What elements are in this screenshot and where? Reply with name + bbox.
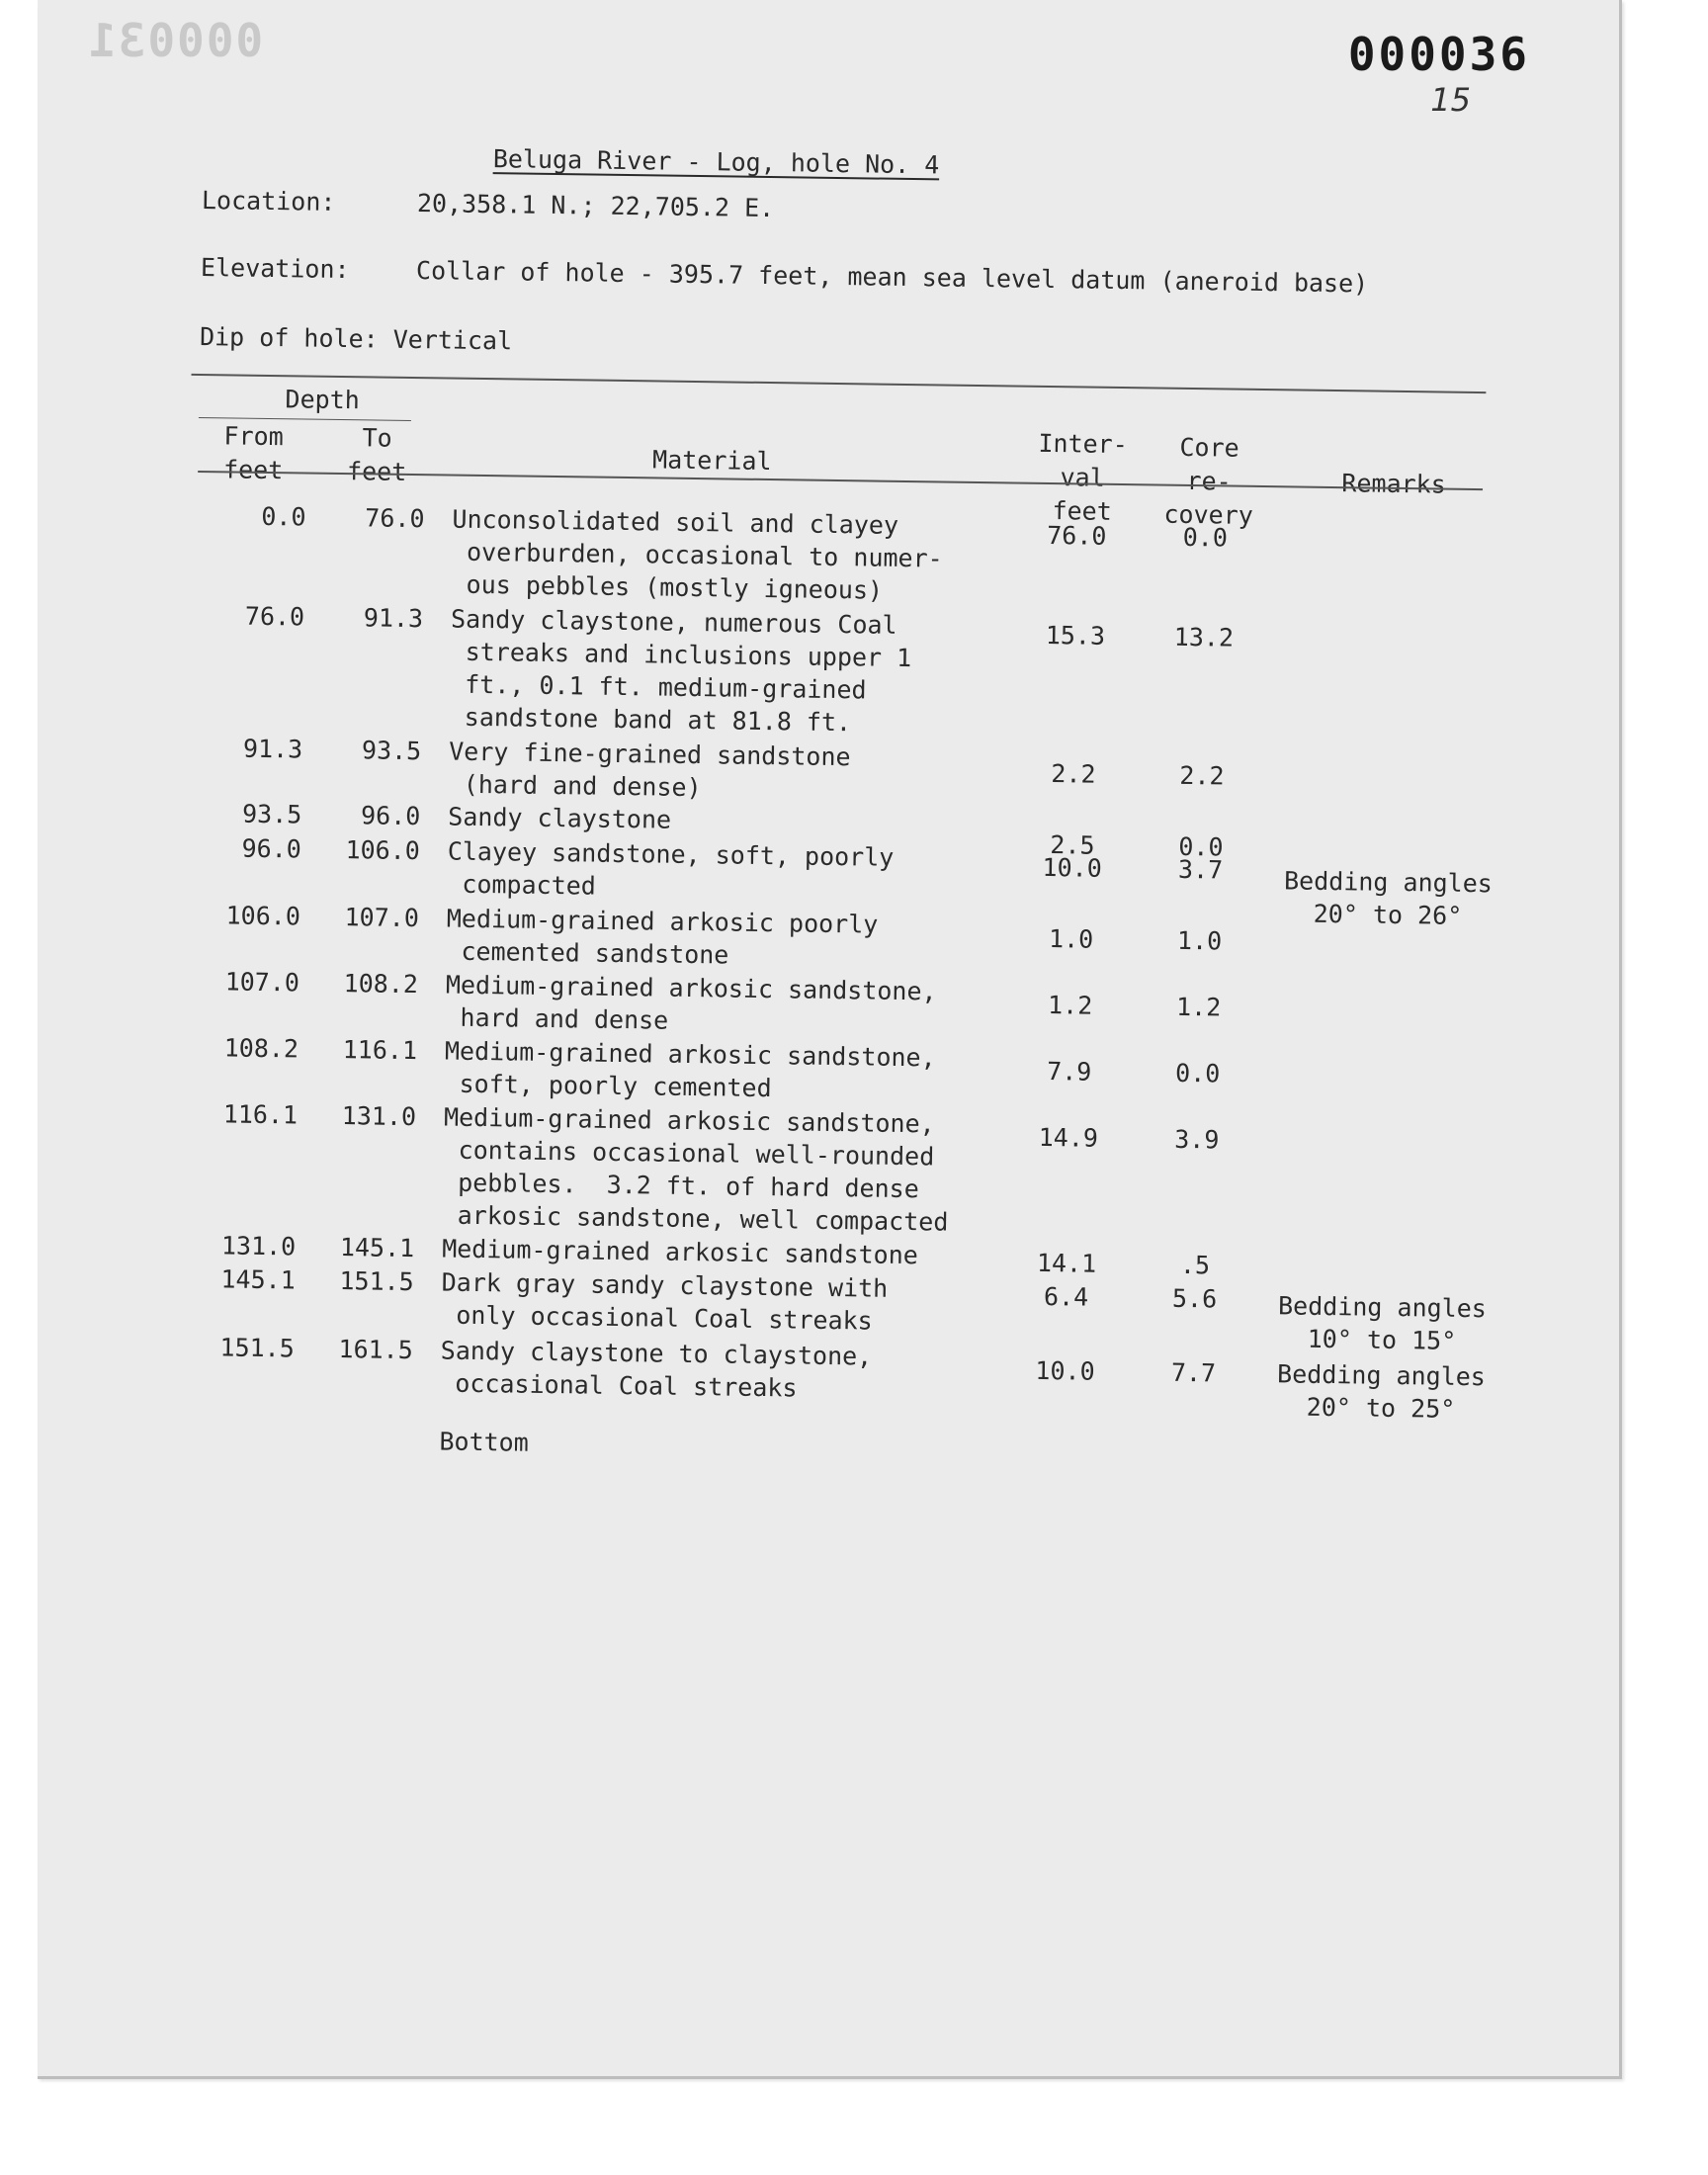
document-number-stamp: 000036 xyxy=(1347,28,1530,81)
header-remarks: Remarks xyxy=(1341,469,1446,499)
to-cell: 161.5 xyxy=(338,1335,413,1365)
core-recovery-cell: 3.9 xyxy=(1174,1124,1220,1155)
material-cell: Sandy claystone, numerous Coal streaks and inclusions upper 1 ft., 0.1 ft. medium-grained sandstone band at 81.8 ft. xyxy=(449,604,912,738)
page-title: Beluga River - Log, hole No. 4 xyxy=(492,144,940,180)
elevation-label: Elevation: xyxy=(200,252,350,285)
core-recovery-cell: 0.0 xyxy=(1182,522,1229,553)
core-recovery-cell: 7.7 xyxy=(1170,1357,1217,1388)
from-cell: 0.0 xyxy=(261,501,306,532)
location-line xyxy=(202,186,775,222)
to-cell: 91.3 xyxy=(363,603,424,634)
material-cell: Medium-grained arkosic sandstone xyxy=(442,1234,919,1270)
location-value: 20,358.1 N.; 22,705.2 E. xyxy=(416,189,775,223)
to-cell: 106.0 xyxy=(345,835,421,866)
material-cell: Unconsolidated soil and clayey overburden, occasional to numer- ous pebbles (mostly igneous) xyxy=(451,504,943,605)
from-cell: 93.5 xyxy=(241,799,302,829)
material-cell: Sandy claystone to claystone, occasional Coal streaks xyxy=(440,1336,873,1403)
from-cell: 76.0 xyxy=(244,601,305,632)
header-interval: Inter- val feet xyxy=(1038,428,1128,526)
core-recovery-cell: 1.2 xyxy=(1175,992,1222,1022)
to-cell: 145.1 xyxy=(339,1233,415,1263)
from-cell: 91.3 xyxy=(242,734,303,764)
to-cell: 96.0 xyxy=(360,801,421,831)
from-cell: 108.2 xyxy=(223,1033,299,1064)
to-cell: 131.0 xyxy=(341,1101,417,1132)
remarks-cell xyxy=(1275,514,1512,517)
document-page xyxy=(38,0,1622,2079)
core-recovery-cell: 0.0 xyxy=(1174,1058,1221,1088)
location-label: Location: xyxy=(201,185,336,217)
remarks-cell xyxy=(1267,1046,1504,1049)
material-cell: Medium-grained arkosic sandstone, hard and dense xyxy=(445,970,937,1035)
remarks-cell: Bedding angles 10° to 15° xyxy=(1277,1291,1488,1355)
header-depth: Depth xyxy=(285,385,361,415)
material-cell: Clayey sandstone, soft, poorly compacted xyxy=(447,836,895,901)
header-core-recovery: Core re- covery xyxy=(1163,432,1253,530)
core-recovery-cell: .5 xyxy=(1179,1250,1211,1280)
interval-cell: 1.0 xyxy=(1048,924,1094,954)
dip-line xyxy=(200,322,512,355)
remarks-cell xyxy=(1266,1112,1503,1115)
header-material: Material xyxy=(651,445,772,477)
remarks-cell xyxy=(1271,746,1508,749)
bottom-marker: Bottom xyxy=(439,1427,529,1457)
to-cell: 108.2 xyxy=(343,969,419,1000)
dip-value: Vertical xyxy=(392,324,513,356)
core-recovery-cell: 0.0 xyxy=(1178,831,1224,862)
from-cell: 96.0 xyxy=(241,833,302,864)
to-cell: 151.5 xyxy=(339,1266,414,1297)
to-cell: 93.5 xyxy=(361,736,422,766)
remarks-cell: Bedding angles 20° to 25° xyxy=(1276,1359,1487,1424)
mirrored-stamp: 000031 xyxy=(87,14,264,67)
interval-cell: 7.9 xyxy=(1046,1057,1092,1087)
from-cell: 106.0 xyxy=(225,901,301,931)
page-number: 15 xyxy=(1430,81,1471,119)
interval-cell: 14.9 xyxy=(1038,1122,1099,1153)
remarks-cell xyxy=(1268,980,1505,983)
from-cell: 145.1 xyxy=(220,1264,296,1295)
to-cell: 107.0 xyxy=(344,903,420,933)
remarks-cell xyxy=(1273,614,1510,617)
to-cell: 116.1 xyxy=(342,1035,418,1066)
from-cell: 131.0 xyxy=(220,1231,297,1262)
interval-cell: 10.0 xyxy=(1042,852,1102,883)
material-cell: Medium-grained arkosic sandstone, contains occasional well-rounded pebbles. 3.2 ft. of hard dense arkosic sandstone, well compacted xyxy=(442,1102,949,1237)
remarks-cell xyxy=(1264,1244,1501,1247)
interval-cell: 6.4 xyxy=(1043,1281,1089,1312)
core-recovery-cell: 13.2 xyxy=(1173,622,1235,652)
material-cell: Very fine-grained sandstone (hard and dense) xyxy=(448,737,851,803)
from-cell: 116.1 xyxy=(222,1099,299,1130)
core-recovery-cell: 5.6 xyxy=(1171,1283,1218,1314)
header-to: To feet xyxy=(346,423,407,486)
from-cell: 107.0 xyxy=(224,967,300,998)
remarks-cell xyxy=(1270,812,1507,815)
material-cell: Medium-grained arkosic sandstone, soft, poorly cemented xyxy=(444,1036,936,1103)
interval-cell: 14.1 xyxy=(1036,1248,1097,1278)
interval-cell: 76.0 xyxy=(1047,520,1107,551)
core-recovery-cell: 3.7 xyxy=(1177,854,1224,885)
material-cell: Sandy claystone xyxy=(448,802,672,834)
to-cell: 76.0 xyxy=(365,503,425,534)
interval-cell: 10.0 xyxy=(1035,1355,1095,1386)
interval-cell: 2.5 xyxy=(1050,830,1095,860)
elevation-line xyxy=(201,253,1369,298)
remarks-cell: Bedding angles 20° to 26° xyxy=(1283,866,1494,930)
core-recovery-cell: 2.2 xyxy=(1179,760,1225,791)
header-from: From feet xyxy=(222,421,284,485)
core-recovery-cell: 1.0 xyxy=(1176,925,1223,956)
log-content xyxy=(199,129,1527,1457)
elevation-value: Collar of hole - 395.7 feet, mean sea level datum (aneroid base) xyxy=(415,256,1369,299)
material-cell: Medium-grained arkosic poorly cemented sandstone xyxy=(446,904,879,970)
interval-cell: 2.2 xyxy=(1051,759,1096,789)
dip-label: Dip of hole: xyxy=(199,321,379,354)
material-cell: Dark gray sandy claystone with only occasional Coal streaks xyxy=(441,1267,889,1336)
from-cell: 151.5 xyxy=(219,1333,295,1363)
interval-cell: 15.3 xyxy=(1045,620,1106,651)
interval-cell: 1.2 xyxy=(1047,991,1093,1020)
